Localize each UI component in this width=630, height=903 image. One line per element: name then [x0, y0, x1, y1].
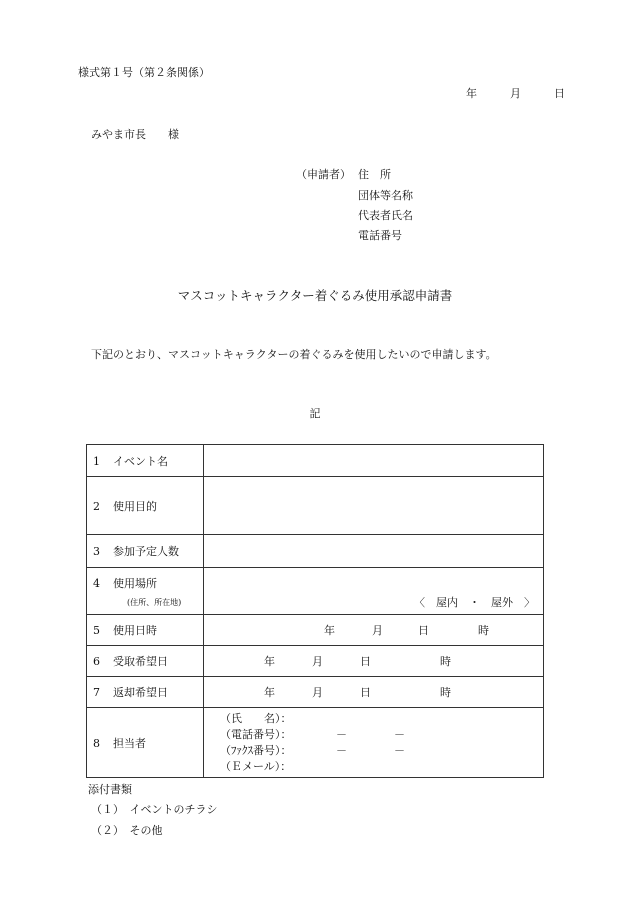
form-number: 様式第１号（第２条関係） — [78, 66, 210, 79]
row-label: 8 担当者 — [87, 708, 204, 778]
date-year: 年 — [466, 87, 477, 100]
applicant-label: （申請者） — [296, 168, 351, 181]
applicant-field-phone: 電話番号 — [358, 229, 402, 242]
table-row-event — [87, 445, 544, 477]
location-field[interactable] — [204, 568, 544, 615]
row-label: 5 使用日時 — [87, 615, 204, 646]
attachment-item: （２） その他 — [91, 824, 163, 837]
contact-fax-line[interactable]: （ﾌｧｸｽ番号）： － － — [220, 743, 405, 757]
pickup-date-field[interactable]: 年 月 日 時 — [204, 646, 544, 677]
table-row-purpose — [87, 477, 544, 535]
body-text: 下記のとおり、マスコットキャラクターの着ぐるみを使用したいので申請します。 — [91, 348, 497, 361]
indoor-outdoor-choice[interactable]: 〈 屋内 ・ 屋外 〉 — [414, 596, 535, 609]
attachments-title: 添付書類 — [88, 783, 132, 796]
ki-heading: 記 — [309, 407, 321, 420]
row-label: 2 使用目的 — [87, 477, 204, 535]
row-label: 6 受取希望日 — [87, 646, 204, 677]
location-note: (住所、所在地) — [127, 597, 182, 607]
usage-datetime-field[interactable]: 年 月 日 時 — [204, 615, 544, 646]
addressee: みやま市長 様 — [91, 128, 179, 141]
contact-name-line[interactable]: （氏 名）： — [220, 711, 292, 725]
contact-phone-line[interactable]: （電話番号）： － － — [220, 727, 405, 741]
row-label: 3 参加予定人数 — [87, 535, 204, 568]
row-label: 1 イベント名 — [87, 445, 204, 477]
contact-person-field[interactable] — [204, 708, 544, 778]
table-row-return-date — [87, 677, 544, 708]
row-label: 4 使用場所 (住所、所在地) — [87, 568, 204, 615]
participants-field[interactable] — [204, 535, 544, 568]
table-row-participants — [87, 535, 544, 568]
applicant-field-representative: 代表者氏名 — [358, 209, 413, 222]
row-label: 7 返却希望日 — [87, 677, 204, 708]
event-name-field[interactable] — [204, 445, 544, 477]
applicant-field-organization: 団体等名称 — [358, 189, 413, 202]
date-line — [466, 87, 565, 100]
document-title: マスコットキャラクター着ぐるみ使用承認申請書 — [177, 288, 453, 303]
return-date-field[interactable]: 年 月 日 時 — [204, 677, 544, 708]
table-row-usage-datetime — [87, 615, 544, 646]
date-month: 月 — [510, 87, 521, 100]
purpose-field[interactable] — [204, 477, 544, 535]
table-row-pickup-date — [87, 646, 544, 677]
attachment-item: （１） イベントのチラシ — [91, 803, 218, 816]
application-table — [86, 444, 544, 778]
date-day: 日 — [554, 87, 565, 100]
applicant-field-address: 住 所 — [358, 168, 391, 181]
table-row-contact-person — [87, 708, 544, 778]
table-row-location — [87, 568, 544, 615]
contact-email-line[interactable]: （Ｅメール）： — [220, 759, 292, 773]
